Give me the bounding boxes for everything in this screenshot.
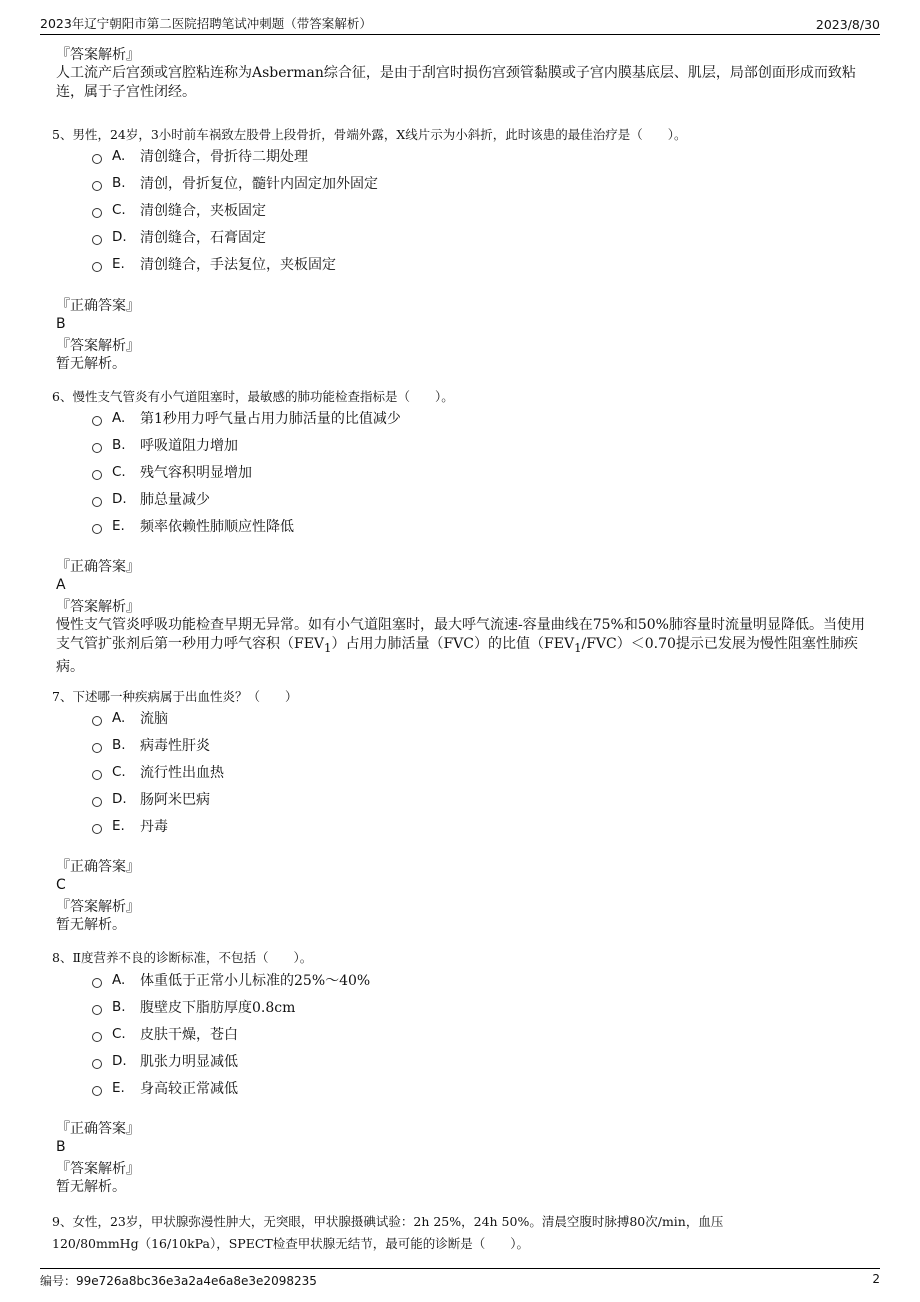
radio-icon[interactable] xyxy=(92,235,102,245)
radio-icon[interactable] xyxy=(92,497,102,507)
radio-icon[interactable] xyxy=(92,824,102,834)
option-d[interactable]: D. 清创缝合，石膏固定 xyxy=(92,223,378,250)
question-7-stem: 7、下述哪一种疾病属于出血性炎？（ ） xyxy=(52,689,298,704)
question-9-stem xyxy=(52,1211,876,1255)
correct-answer-label: 『正确答案』 xyxy=(56,1121,140,1137)
option-b[interactable]: B. 病毒性肝炎 xyxy=(92,731,224,758)
option-c[interactable]: C. 流行性出血热 xyxy=(92,758,224,785)
radio-icon[interactable] xyxy=(92,978,102,988)
page-header xyxy=(40,12,880,35)
option-b[interactable]: B. 腹壁皮下脂肪厚度0.8cm xyxy=(92,993,370,1020)
radio-icon[interactable] xyxy=(92,208,102,218)
option-d[interactable]: D. 肌张力明显减低 xyxy=(92,1047,370,1074)
document-serial: 编号：99e726a8bc36e3a2a4e6a8e3e2098235 xyxy=(40,1274,317,1288)
question-6-stem: 6、慢性支气管炎有小气道阻塞时，最敏感的肺功能检查指标是（ ）。 xyxy=(52,389,454,404)
question-5-options xyxy=(92,142,378,277)
correct-answer: B xyxy=(56,316,66,332)
option-a[interactable]: A. 体重低于正常小儿标准的25%～40% xyxy=(92,966,370,993)
question-6-answer xyxy=(56,558,876,677)
question-7-answer xyxy=(56,858,876,935)
radio-icon[interactable] xyxy=(92,1005,102,1015)
question-5-answer xyxy=(56,297,876,374)
radio-icon[interactable] xyxy=(92,1059,102,1069)
option-c[interactable]: C. 清创缝合，夹板固定 xyxy=(92,196,378,223)
analysis-text: 人工流产后宫颈或宫腔粘连称为Asberman综合征，是由于刮宫时损伤宫颈管黏膜或子宫内膜基底层、肌层，局部创面形成而致粘连，属于子宫性闭经。 xyxy=(56,65,856,100)
option-b[interactable]: B. 呼吸道阻力增加 xyxy=(92,431,401,458)
analysis-text: 慢性支气管炎呼吸功能检查早期无异常。如有小气道阻塞时，最大呼气流速-容量曲线在75%和50%肺容量时流量明显降低。当使用支气管扩张剂后第一秒用力呼气容积$(FEV_1)$占用力肺活量（FVC）的比值$(FEV_1/FVC)<0.70$提示已发展为慢性阻塞性肺疾病。 xyxy=(56,617,865,675)
analysis-label: 『答案解析』 xyxy=(56,599,140,615)
analysis-label: 『答案解析』 xyxy=(56,338,140,354)
option-b[interactable]: B. 清创，骨折复位，髓针内固定加外固定 xyxy=(92,169,378,196)
page-number: 2 xyxy=(872,1272,880,1286)
correct-answer: C xyxy=(56,877,66,893)
radio-icon[interactable] xyxy=(92,743,102,753)
question-8-options xyxy=(92,966,370,1101)
analysis-text: 暂无解析。 xyxy=(56,917,126,933)
radio-icon[interactable] xyxy=(92,443,102,453)
radio-icon[interactable] xyxy=(92,770,102,780)
header-title: 2023年辽宁朝阳市第二医院招聘笔试冲刺题（带答案解析） xyxy=(40,16,372,31)
option-e[interactable]: E. 丹毒 xyxy=(92,812,224,839)
question-7-options xyxy=(92,704,224,839)
radio-icon[interactable] xyxy=(92,1032,102,1042)
option-e[interactable]: E. 身高较正常减低 xyxy=(92,1074,370,1101)
option-a[interactable]: A. 流脑 xyxy=(92,704,224,731)
option-e[interactable]: E. 清创缝合，手法复位，夹板固定 xyxy=(92,250,378,277)
analysis-text: 暂无解析。 xyxy=(56,356,126,372)
radio-icon[interactable] xyxy=(92,470,102,480)
question-8-stem: 8、Ⅱ度营养不良的诊断标准，不包括（ ）。 xyxy=(52,950,313,965)
question-9-line-2: 120/80mmHg（16/10kPa），SPECT检查甲状腺无结节，最可能的诊断是（ ）。 xyxy=(52,1236,529,1251)
question-5-stem: 5、男性，24岁，3小时前车祸致左股骨上段骨折，骨端外露，X线片示为小斜折，此时该患的最佳治疗是（ ）。 xyxy=(52,127,687,142)
option-e[interactable]: E. 频率依赖性肺顺应性降低 xyxy=(92,512,401,539)
correct-answer-label: 『正确答案』 xyxy=(56,298,140,314)
radio-icon[interactable] xyxy=(92,1086,102,1096)
radio-icon[interactable] xyxy=(92,716,102,726)
correct-answer-label: 『正确答案』 xyxy=(56,559,140,575)
radio-icon[interactable] xyxy=(92,797,102,807)
radio-icon[interactable] xyxy=(92,524,102,534)
analysis-label: 『答案解析』 xyxy=(56,899,140,915)
radio-icon[interactable] xyxy=(92,154,102,164)
question-8-answer xyxy=(56,1120,876,1197)
correct-answer: A xyxy=(56,577,66,593)
option-c[interactable]: C. 残气容积明显增加 xyxy=(92,458,401,485)
analysis-label: 『答案解析』 xyxy=(56,47,140,63)
analysis-text: 暂无解析。 xyxy=(56,1179,126,1195)
option-d[interactable]: D. 肺总量减少 xyxy=(92,485,401,512)
prev-analysis xyxy=(56,46,876,102)
header-date: 2023/8/30 xyxy=(815,17,880,32)
analysis-label: 『答案解析』 xyxy=(56,1161,140,1177)
question-9-line-1: 9、女性，23岁，甲状腺弥漫性肿大，无突眼，甲状腺摄碘试验：2h 25%，24h 50%。清晨空腹时脉搏80次/min，血压 xyxy=(52,1214,724,1229)
option-c[interactable]: C. 皮肤干燥，苍白 xyxy=(92,1020,370,1047)
page-footer xyxy=(40,1268,880,1292)
question-6-options xyxy=(92,404,401,539)
option-a[interactable]: A. 第1秒用力呼气量占用力肺活量的比值减少 xyxy=(92,404,401,431)
radio-icon[interactable] xyxy=(92,262,102,272)
correct-answer-label: 『正确答案』 xyxy=(56,859,140,875)
radio-icon[interactable] xyxy=(92,181,102,191)
option-a[interactable]: A. 清创缝合，骨折待二期处理 xyxy=(92,142,378,169)
radio-icon[interactable] xyxy=(92,416,102,426)
option-d[interactable]: D. 肠阿米巴病 xyxy=(92,785,224,812)
correct-answer: B xyxy=(56,1139,66,1155)
